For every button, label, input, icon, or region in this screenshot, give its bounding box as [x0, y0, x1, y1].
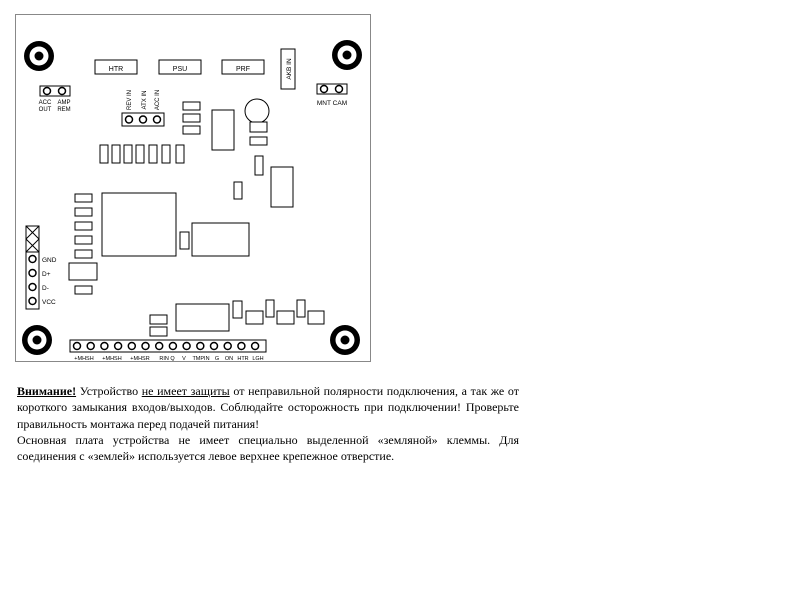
secondary-ic — [192, 223, 249, 256]
smd-part — [233, 301, 242, 318]
header-pin — [238, 343, 245, 350]
warning-tail: от неправильной полярности подключения, а так же от короткого замыкания входов/выходов. Соблюдайте осторожность при подключении! Проверьте правильность монтажа перед подачей питания! — [17, 384, 519, 431]
mounting-hole-bottom-left — [22, 325, 52, 355]
acc-amp-terminal — [40, 86, 70, 96]
pin-gnd-label: GND — [42, 257, 57, 264]
acc-in-label: ACC IN — [155, 89, 161, 111]
smd-part — [180, 232, 189, 249]
amp-rem-label-2: REM — [57, 107, 71, 113]
pin-vcc-label: VCC — [42, 299, 56, 306]
bottom-pin-label: RIN Q — [159, 356, 175, 362]
transistor — [245, 99, 269, 123]
bottom-pin-label: +MHSH — [102, 356, 122, 362]
power-ic — [176, 304, 229, 331]
htr-label: HTR — [108, 66, 124, 73]
bottom-pin-header — [70, 340, 266, 352]
prf-label: PRF — [236, 66, 250, 73]
smd-part — [150, 315, 167, 324]
smd-part — [277, 311, 294, 324]
smd-part — [250, 122, 267, 132]
acc-out-label-2: OUT — [38, 107, 52, 113]
crystal — [69, 263, 97, 280]
header-pin — [142, 343, 149, 350]
header-pin — [87, 343, 94, 350]
header-pin — [183, 343, 190, 350]
smd-part — [297, 300, 305, 317]
bottom-pin-label: TMPIN — [192, 356, 210, 362]
header-pin — [156, 343, 163, 350]
bottom-pin-label: V — [182, 356, 186, 362]
bottom-pin-label: +MHSR — [130, 356, 150, 362]
smd-part — [308, 311, 324, 324]
psu-label: PSU — [172, 66, 188, 73]
header-pin — [101, 343, 108, 350]
pin-dminus-label: D- — [42, 285, 49, 292]
smd-part — [150, 327, 167, 336]
smd-part — [250, 137, 267, 145]
header-pin — [74, 343, 81, 350]
header-pin — [169, 343, 176, 350]
bottom-pin-label: G — [214, 356, 220, 362]
relay-block — [212, 110, 234, 150]
header-pin — [252, 343, 259, 350]
smd-part — [246, 311, 263, 324]
header-pin — [211, 343, 218, 350]
smd-part — [183, 102, 200, 110]
pin-dplus-label: D+ — [42, 271, 51, 278]
notice-text — [17, 383, 519, 464]
bottom-pin-label: +MHSH — [74, 356, 94, 362]
no-protection-phrase: не имеет защиты — [141, 384, 230, 398]
amp-rem-label: AMP — [57, 100, 71, 106]
capacitor — [271, 167, 293, 207]
header-pin — [115, 343, 122, 350]
smd-part — [234, 182, 242, 199]
mnt-cam-label: MNT CAM — [316, 100, 348, 107]
header-pin — [224, 343, 231, 350]
mounting-hole-top-right — [332, 40, 362, 70]
header-pin — [128, 343, 135, 350]
atx-in-label: ATX IN — [142, 90, 148, 110]
smd-part — [183, 126, 200, 134]
header-pin — [197, 343, 204, 350]
warning-lead: Устройство — [76, 384, 142, 398]
smd-part — [266, 300, 274, 317]
acc-out-label: ACC — [38, 100, 52, 106]
bottom-pin-label: LGH — [252, 356, 264, 362]
side-connector — [26, 226, 39, 309]
mounting-hole-top-left — [24, 41, 54, 71]
warning-paragraph — [17, 383, 519, 432]
smd-part — [183, 114, 200, 122]
mounting-hole-bottom-right — [330, 325, 360, 355]
rev-in-label: REV IN — [127, 89, 133, 111]
smd-part — [75, 286, 92, 294]
akb-in-label: AKB IN — [286, 58, 293, 80]
bottom-pin-label: HTR — [237, 356, 249, 362]
mnt-cam-terminal — [317, 84, 347, 94]
bottom-pin-label: ON — [224, 356, 234, 362]
warning-title: Внимание! — [17, 384, 77, 398]
smd-part — [255, 156, 263, 175]
main-ic — [102, 193, 176, 256]
input-pin-header — [122, 113, 164, 126]
ground-paragraph: Основная плата устройства не имеет специально выделенной «земляной» клеммы. Для соединения с «землей» используется левое верхнее крепежное отверстие. — [17, 432, 519, 464]
